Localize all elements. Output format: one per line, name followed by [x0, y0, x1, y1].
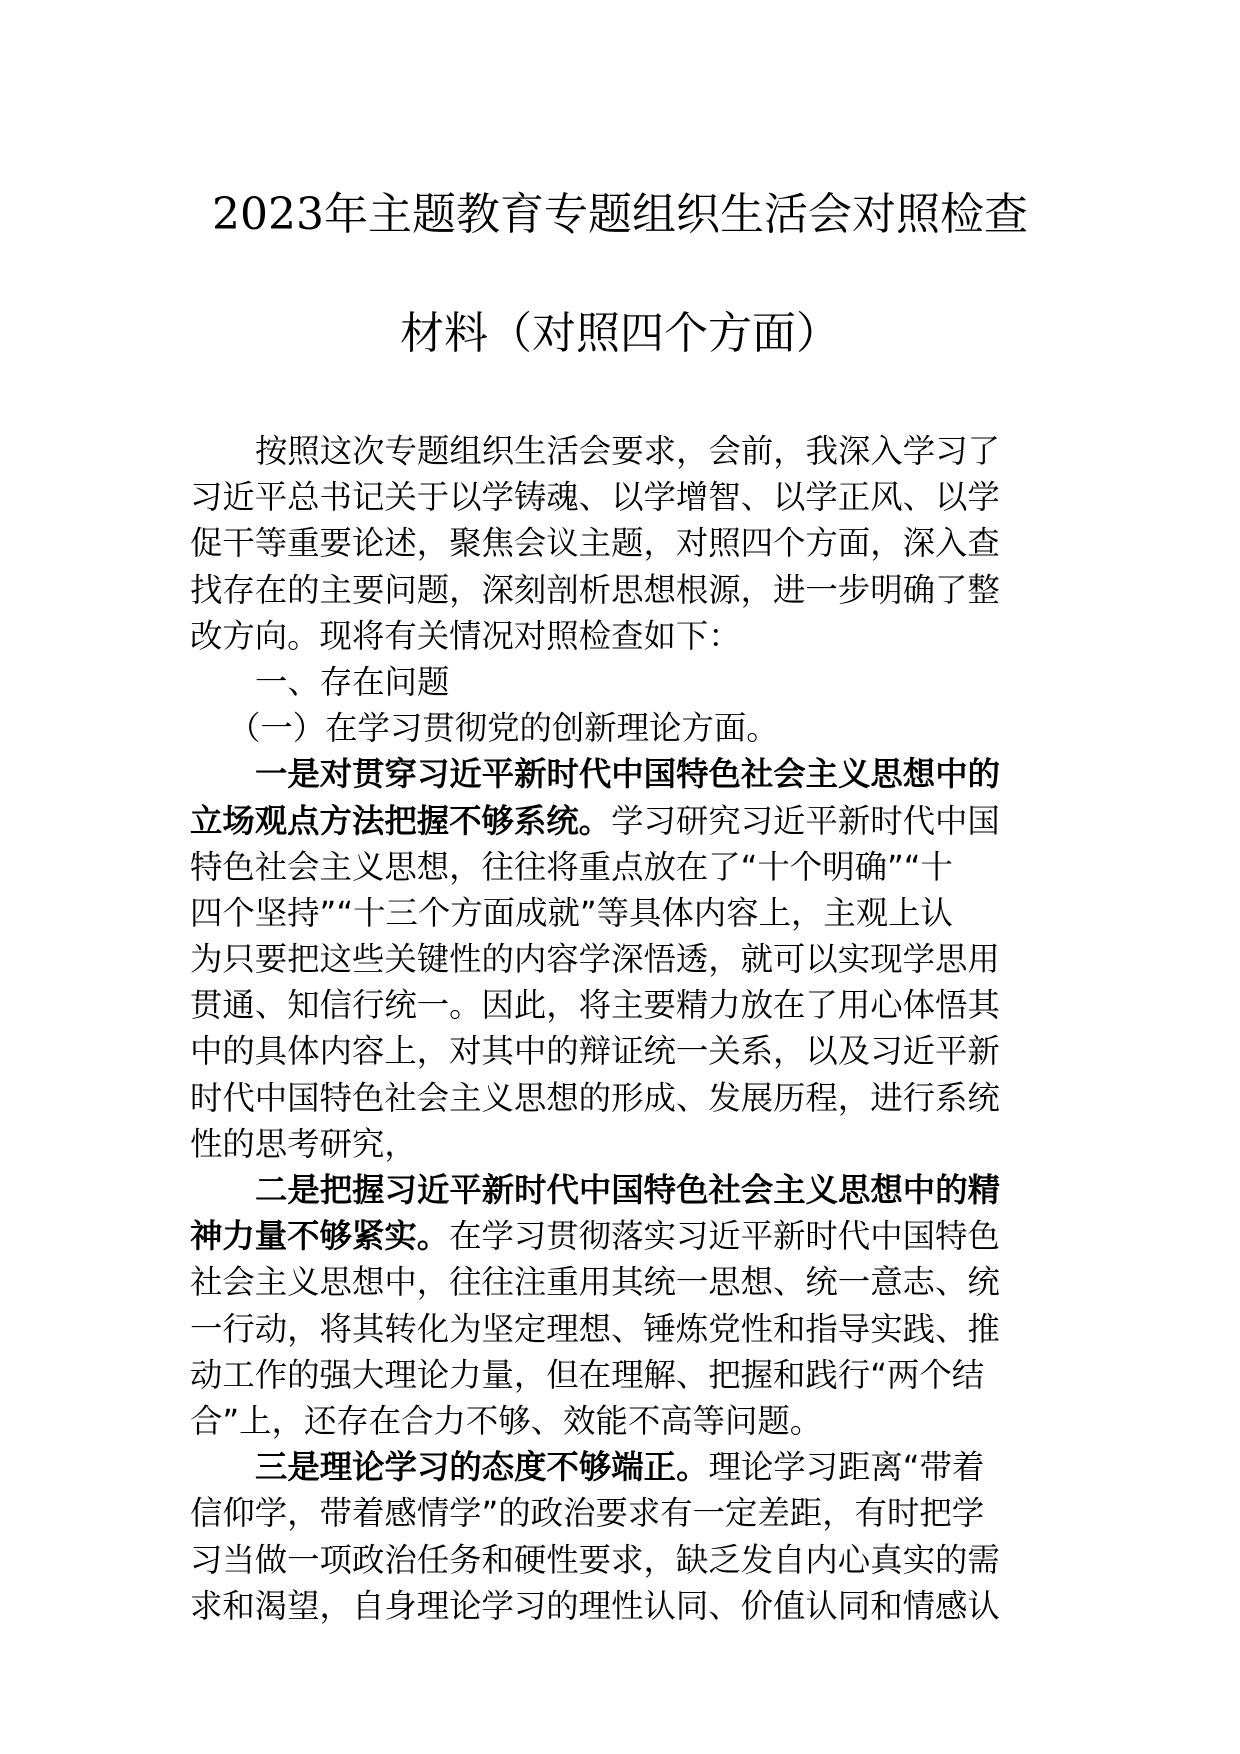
intro-line: 习近平总书记关于以学铸魂、以学增智、以学正风、以学 [190, 478, 1000, 517]
document-title-line-1: 2023年主题教育专题组织生活会对照检查 [212, 189, 1028, 240]
point-1-line: 贯通、知信行统一。因此，将主要精力放在了用心体悟其 [190, 986, 1000, 1025]
point-1-text: 学习研究习近平新时代中国 [611, 801, 1000, 840]
intro-line: 改方向。现将有关情况对照检查如下： [190, 616, 741, 655]
point-1-line: 性的思考研究， [190, 1124, 417, 1163]
point-2-line [190, 1213, 1050, 1259]
section-heading-1: 一、存在问题 [255, 662, 450, 701]
point-1-line [190, 798, 1050, 844]
point-1-line: 时代中国特色社会主义思想的形成、发展历程，进行系统 [190, 1078, 1000, 1117]
point-3-line: 信仰学，带着感情学”的政治要求有一定差距，有时把学 [190, 1494, 985, 1533]
point-2-text: 在学习贯彻落实习近平新时代中国特色 [449, 1217, 1000, 1256]
point-1-line: 为只要把这些关键性的内容学深悟透，就可以实现学思用 [190, 940, 1000, 979]
point-1-line: 中的具体内容上，对其中的辩证统一关系，以及习近平新 [190, 1032, 1000, 1071]
point-1-bold-text: 立场观点方法把握不够系统。 [190, 801, 612, 840]
point-1-line: 四个坚持”“十三个方面成就”等具体内容上，主观上认 [190, 893, 953, 932]
point-3-bold-text: 三是理论学习的态度不够端正。 [255, 1448, 709, 1487]
point-2-bold-text: 神力量不够紧实。 [190, 1217, 450, 1256]
point-3-line: 求和渴望，自身理论学习的理性认同、价值认同和情感认 [190, 1586, 1000, 1625]
point-1-line: 特色社会主义思想，往往将重点放在了“十个明确”“十 [190, 847, 953, 886]
document-body [190, 428, 1050, 1629]
point-2-line: 一行动，将其转化为坚定理想、锤炼党性和指导实践、推 [190, 1309, 1000, 1348]
intro-line: 找存在的主要问题，深刻剖析思想根源，进一步明确了整 [190, 570, 1000, 609]
point-3-line [190, 1444, 1050, 1490]
point-2-line: 动工作的强大理论力量，但在理解、把握和践行“两个结 [190, 1355, 985, 1394]
point-3-line: 习当做一项政治任务和硬性要求，缺乏发自内心真实的需 [190, 1540, 1000, 1579]
point-2-bold-line: 二是把握习近平新时代中国特色社会主义思想中的精 [255, 1171, 1000, 1209]
intro-line: 促干等重要论述，聚焦会议主题，对照四个方面，深入查 [190, 524, 1000, 563]
section-heading-2: （一）在学习贯彻党的创新理论方面。 [228, 709, 779, 748]
document-title-line-2: 材料（对照四个方面） [400, 308, 840, 359]
point-1-bold-line: 一是对贯穿习近平新时代中国特色社会主义思想中的 [255, 755, 1000, 794]
point-2-line: 合”上，还存在合力不够、效能不高等问题。 [190, 1401, 823, 1440]
point-2-line: 社会主义思想中，往往注重用其统一思想、统一意志、统 [190, 1263, 1000, 1302]
intro-line: 按照这次专题组织生活会要求，会前，我深入学习了 [255, 432, 1000, 470]
point-3-text: 理论学习距离“带着 [708, 1448, 985, 1487]
